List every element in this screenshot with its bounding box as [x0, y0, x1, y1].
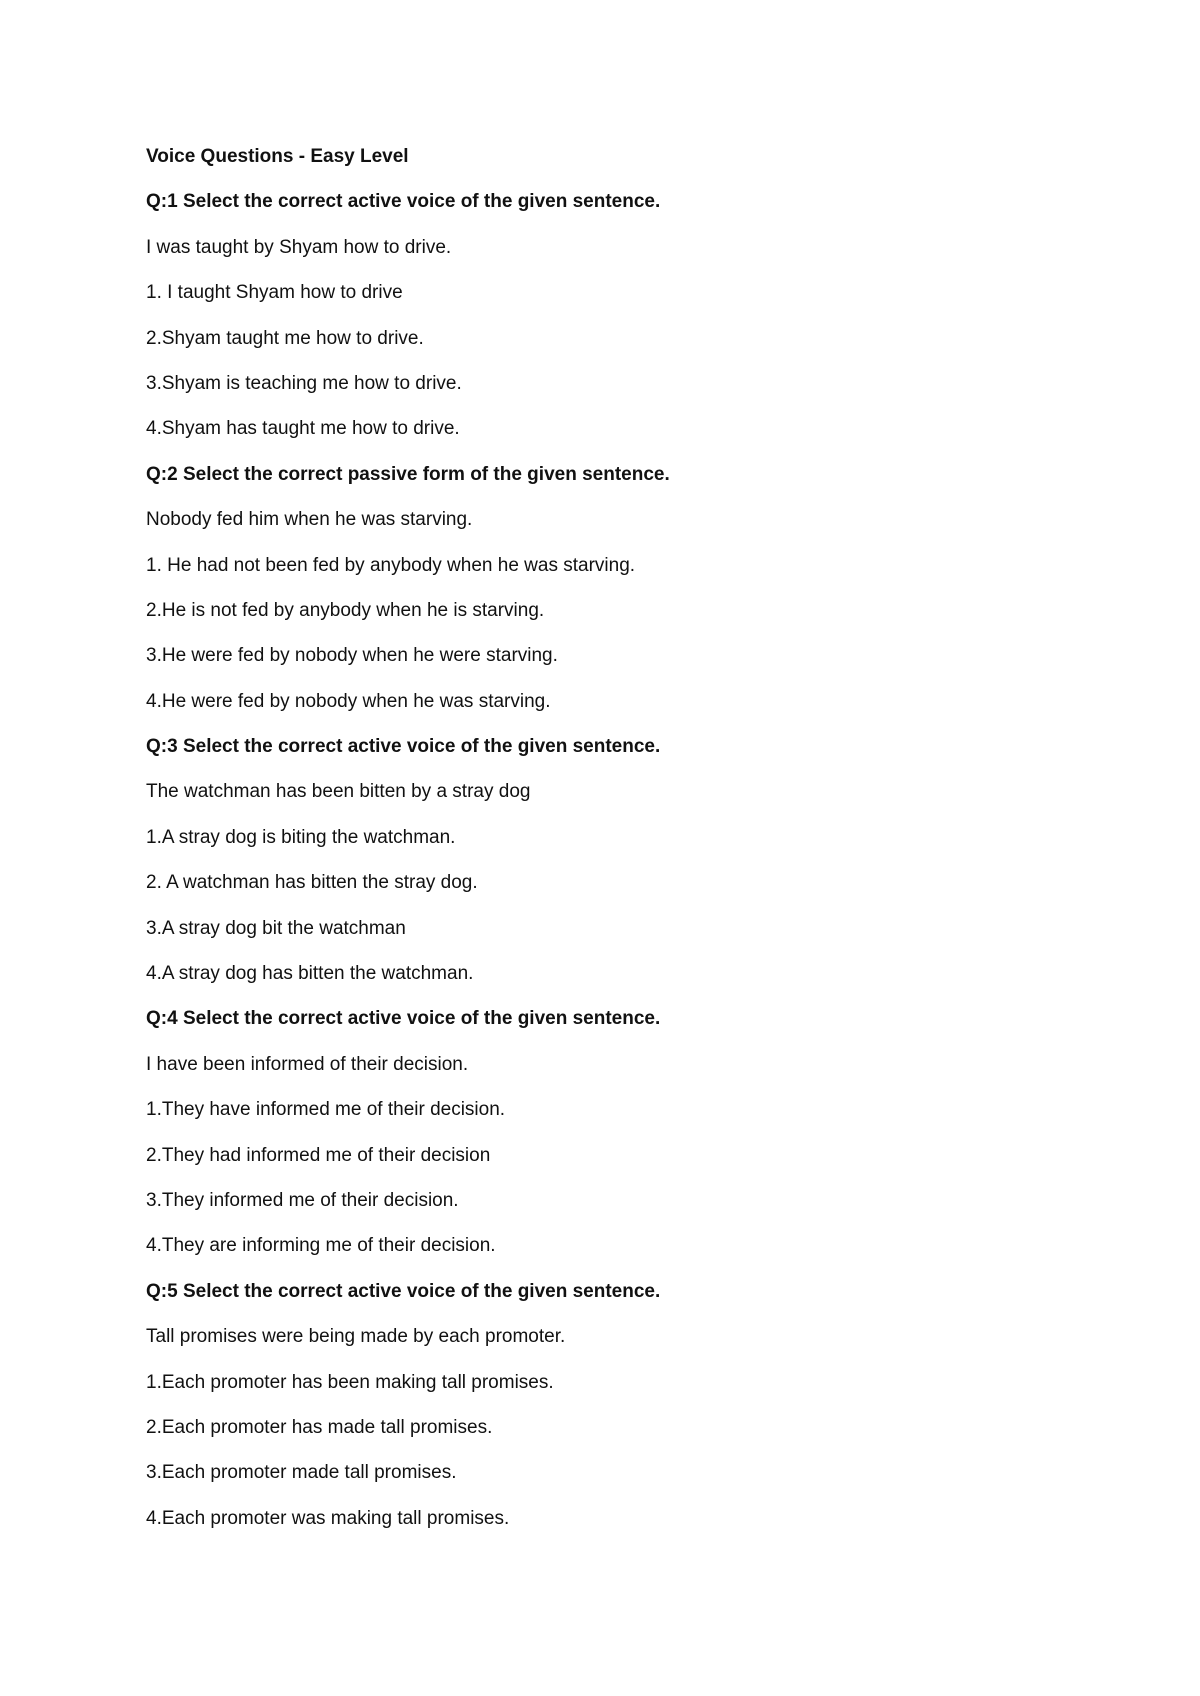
question-4-option-1: 1.They have informed me of their decision.	[146, 1099, 506, 1121]
question-5-option-2: 2.Each promoter has made tall promises.	[146, 1416, 493, 1438]
question-5-option-4: 4.Each promoter was making tall promises.	[146, 1507, 510, 1529]
question-4-option-4: 4.They are informing me of their decision.	[146, 1235, 496, 1257]
question-3-option-2: 2. A watchman has bitten the stray dog.	[146, 872, 478, 894]
question-3-sentence: The watchman has been bitten by a stray dog	[146, 781, 531, 803]
question-2-prompt: Q:2 Select the correct passive form of the given sentence.	[146, 463, 670, 485]
question-1-prompt: Q:1 Select the correct active voice of the given sentence.	[146, 191, 661, 213]
question-1-option-2: 2.Shyam taught me how to drive.	[146, 327, 424, 349]
question-2-option-1: 1. He had not been fed by anybody when he was starving.	[146, 554, 636, 576]
question-5-option-3: 3.Each promoter made tall promises.	[146, 1462, 457, 1484]
question-2-option-2: 2.He is not fed by anybody when he is starving.	[146, 599, 545, 621]
question-1-option-4: 4.Shyam has taught me how to drive.	[146, 418, 460, 440]
question-2-option-4: 4.He were fed by nobody when he was starving.	[146, 690, 551, 712]
question-4-option-3: 3.They informed me of their decision.	[146, 1189, 459, 1211]
question-4-option-2: 2.They had informed me of their decision	[146, 1144, 491, 1166]
document-title: Voice Questions - Easy Level	[146, 146, 409, 167]
question-5-sentence: Tall promises were being made by each promoter.	[146, 1326, 566, 1348]
question-3-option-3: 3.A stray dog bit the watchman	[146, 917, 406, 939]
question-3-prompt: Q:3 Select the correct active voice of the given sentence.	[146, 736, 661, 758]
question-1-option-3: 3.Shyam is teaching me how to drive.	[146, 372, 462, 394]
question-5-prompt: Q:5 Select the correct active voice of the given sentence.	[146, 1280, 661, 1302]
question-3-option-4: 4.A stray dog has bitten the watchman.	[146, 963, 474, 985]
question-2-option-3: 3.He were fed by nobody when he were starving.	[146, 645, 558, 667]
question-1-sentence: I was taught by Shyam how to drive.	[146, 236, 452, 258]
question-5-option-1: 1.Each promoter has been making tall promises.	[146, 1371, 554, 1393]
question-1-option-1: 1. I taught Shyam how to drive	[146, 282, 403, 304]
question-2-sentence: Nobody fed him when he was starving.	[146, 509, 473, 531]
question-4-prompt: Q:4 Select the correct active voice of the given sentence.	[146, 1008, 661, 1030]
question-3-option-1: 1.A stray dog is biting the watchman.	[146, 826, 456, 848]
document-page	[146, 144, 1146, 1551]
question-4-sentence: I have been informed of their decision.	[146, 1053, 469, 1075]
